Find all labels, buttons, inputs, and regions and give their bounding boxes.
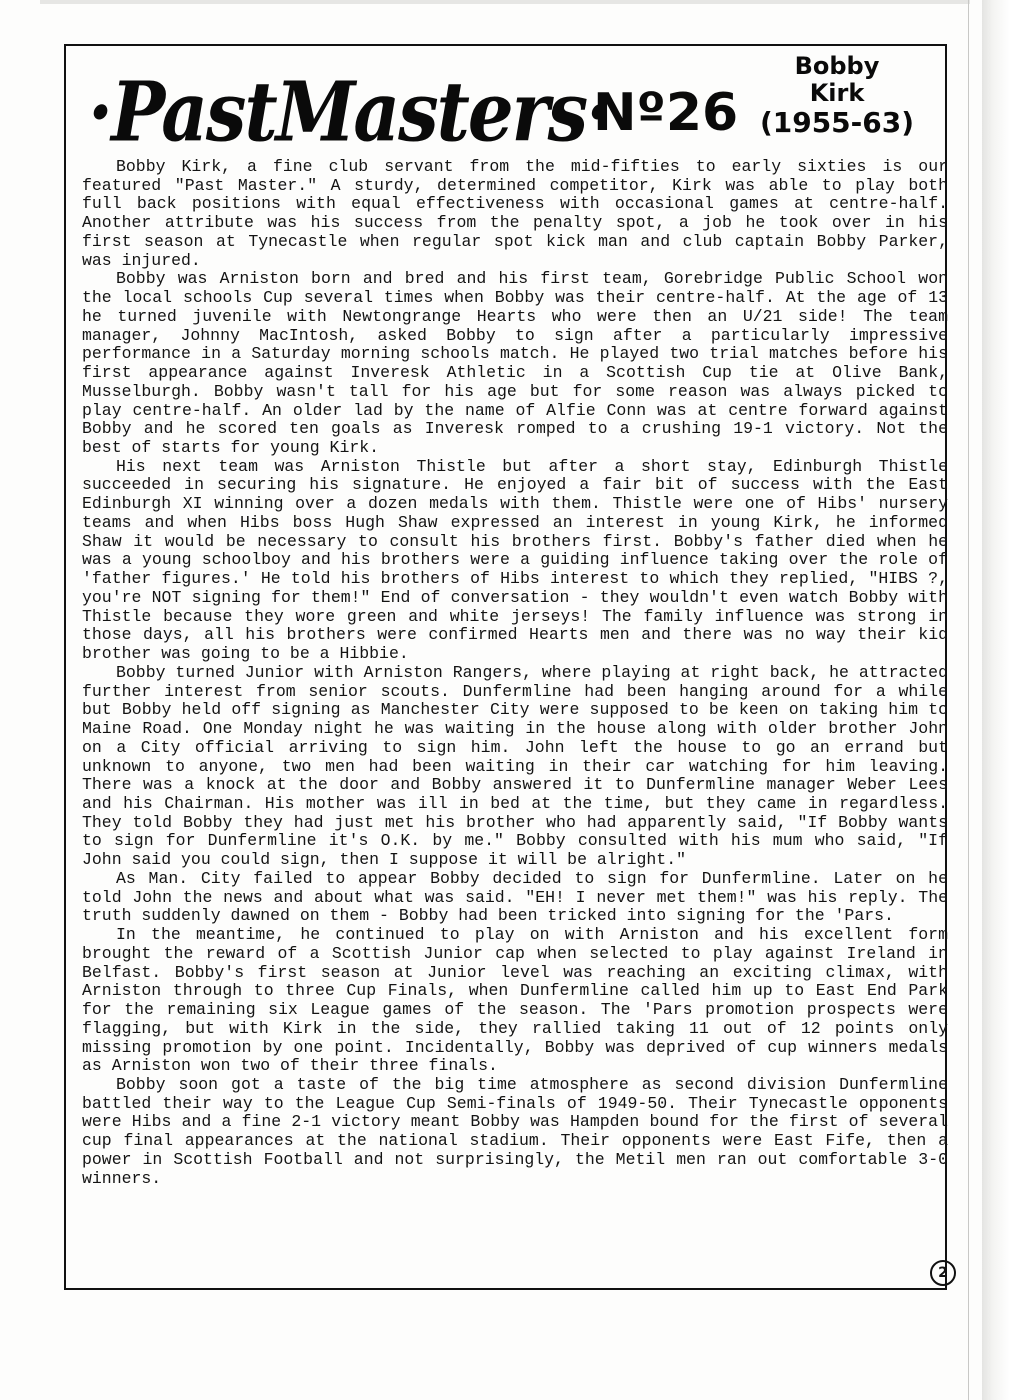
article-paragraph: As Man. City failed to appear Bobby decided to sign for Dunfermline. Later on he told John the news and about what was said. "EH! I never met them!" was his reply. The truth suddenly dawned on them - Bobby had been tricked into signing for the 'Pars. xyxy=(82,868,948,926)
page-top-shadow xyxy=(40,0,970,4)
header xyxy=(88,52,938,161)
article-paragraph: In the meantime, he continued to play on with Arniston and his excellent form brought the reward of a Scottish Junior cap when selected to play against Ireland in Belfast. Bobby's first season at Junior level was reaching an exciting climax, with Arniston through to three Cup Finals, when Dunfermline called him up to East End Park for the remaining six League games of the season. The 'Pars promotion prospects were flagging, but with Kirk in the side, they rallied taking 11 out of 12 points only missing promotion by one point. Incidentally, Bobby was deprived of cup winners medals as Arniston won two of their three finals. xyxy=(82,925,948,1076)
page-number: 2 xyxy=(930,1260,956,1286)
page-edge-line xyxy=(968,0,969,1400)
masthead-title: ·PastMasters· xyxy=(88,62,610,161)
player-first-name: Bobby xyxy=(794,52,880,80)
article-paragraph: Bobby Kirk, a fine club servant from the mid-fifties to early sixties is our featured "Past Master." A sturdy, determined competitor, Kirk was able to play both full back positions with equal effectiveness with occasional games at centre-half. Another attribute was his success from the penalty spot, a job he took over in his first season at Tynecastle when regular spot kick man and club captain Bobby Parker, was injured. xyxy=(82,157,948,270)
player-heading xyxy=(736,52,938,140)
issue-number: Nº26 xyxy=(593,83,739,143)
article-paragraph: Bobby turned Junior with Arniston Rangers, where playing at right back, he attracted further interest from senior scouts. Dunfermline had been hanging around for a while but Bobby held off signing as Manchester City were supposed to be keen on taking him to Maine Road. One Monday night he was waiting in the house along with older brother John on a City official arriving to sign him. John left the house to go an errand but unknown to anyone, two men had been waiting in their car watching for him leaving. There was a knock at the door and Bobby answered it to Dunfermline manager Weber Lees and his Chairman. His mother was ill in bed at the time, but they came in regardless. They told Bobby they had just met his brother who had apparently said, "If Bobby wants to sign for Dunfermline it's O.K. by me." Bobby consulted with his mum who said, "If John said you could sign, then I suppose it will be alright." xyxy=(82,662,948,870)
article-paragraph: Bobby was Arniston born and bred and his first team, Gorebridge Public School won the local schools Cup several times when Bobby was their centre-half. At the age of 13 he turned juvenile with Newtongrange Hearts who were then an U/21 side! The team manager, Johnny MacIntosh, asked Bobby to sign after a particularly impressive performance in a Saturday morning schools match. He played two trial matches before his first appearance against Inveresk Athletic in a Scottish Cup tie at Olive Bank, Musselburgh. Bobby wasn't tall for his age but for some reason was always picked to play centre-half. An older lad by the name of Alfie Conn was at centre forward against Bobby and he scored ten goals as Inveresk romped to a crushing 19-1 victory. Not the best of starts for young Kirk. xyxy=(82,269,948,458)
article-body xyxy=(82,158,948,1188)
page-edge xyxy=(982,0,1010,1400)
article-paragraph: Bobby soon got a taste of the big time atmosphere as second division Dunfermline battled their way to the League Cup Semi-finals of 1949-50. Their Tynecastle opponents were Hibs and a fine 2-1 victory meant Bobby was Hampden bound for the first of several cup final appearances at the national stadium. Their opponents were East Fife, then a power in Scottish Football and not surprisingly, the Metil men ran out comfortable 3-0 winners. xyxy=(82,1074,948,1188)
player-last-name: Kirk xyxy=(809,79,865,107)
player-years: (1955-63) xyxy=(759,106,915,139)
article-paragraph: His next team was Arniston Thistle but after a short stay, Edinburgh Thistle succeeded in securing his signature. He enjoyed a fair bit of success with the East Edinburgh XI winning over a dozen medals with them. Thistle were one of Hibs' nursery teams and when Hibs boss Hugh Shaw expressed an interest in young Kirk, he informed Shaw it would be necessary to consult his brothers first. Bobby's father died when he was a young schoolboy and his brothers were a guiding influence taking over the role of 'father figures.' He told his brothers of Hibs interest to which they replied, "HIBS ?, you're NOT signing for them!" End of conversation - they wouldn't even watch Bobby with Thistle because they wore green and white jerseys! The family influence was strong in those days, all his brothers were confirmed Hearts men and there was no way their kid brother was going to be a Hibbie. xyxy=(82,456,948,664)
